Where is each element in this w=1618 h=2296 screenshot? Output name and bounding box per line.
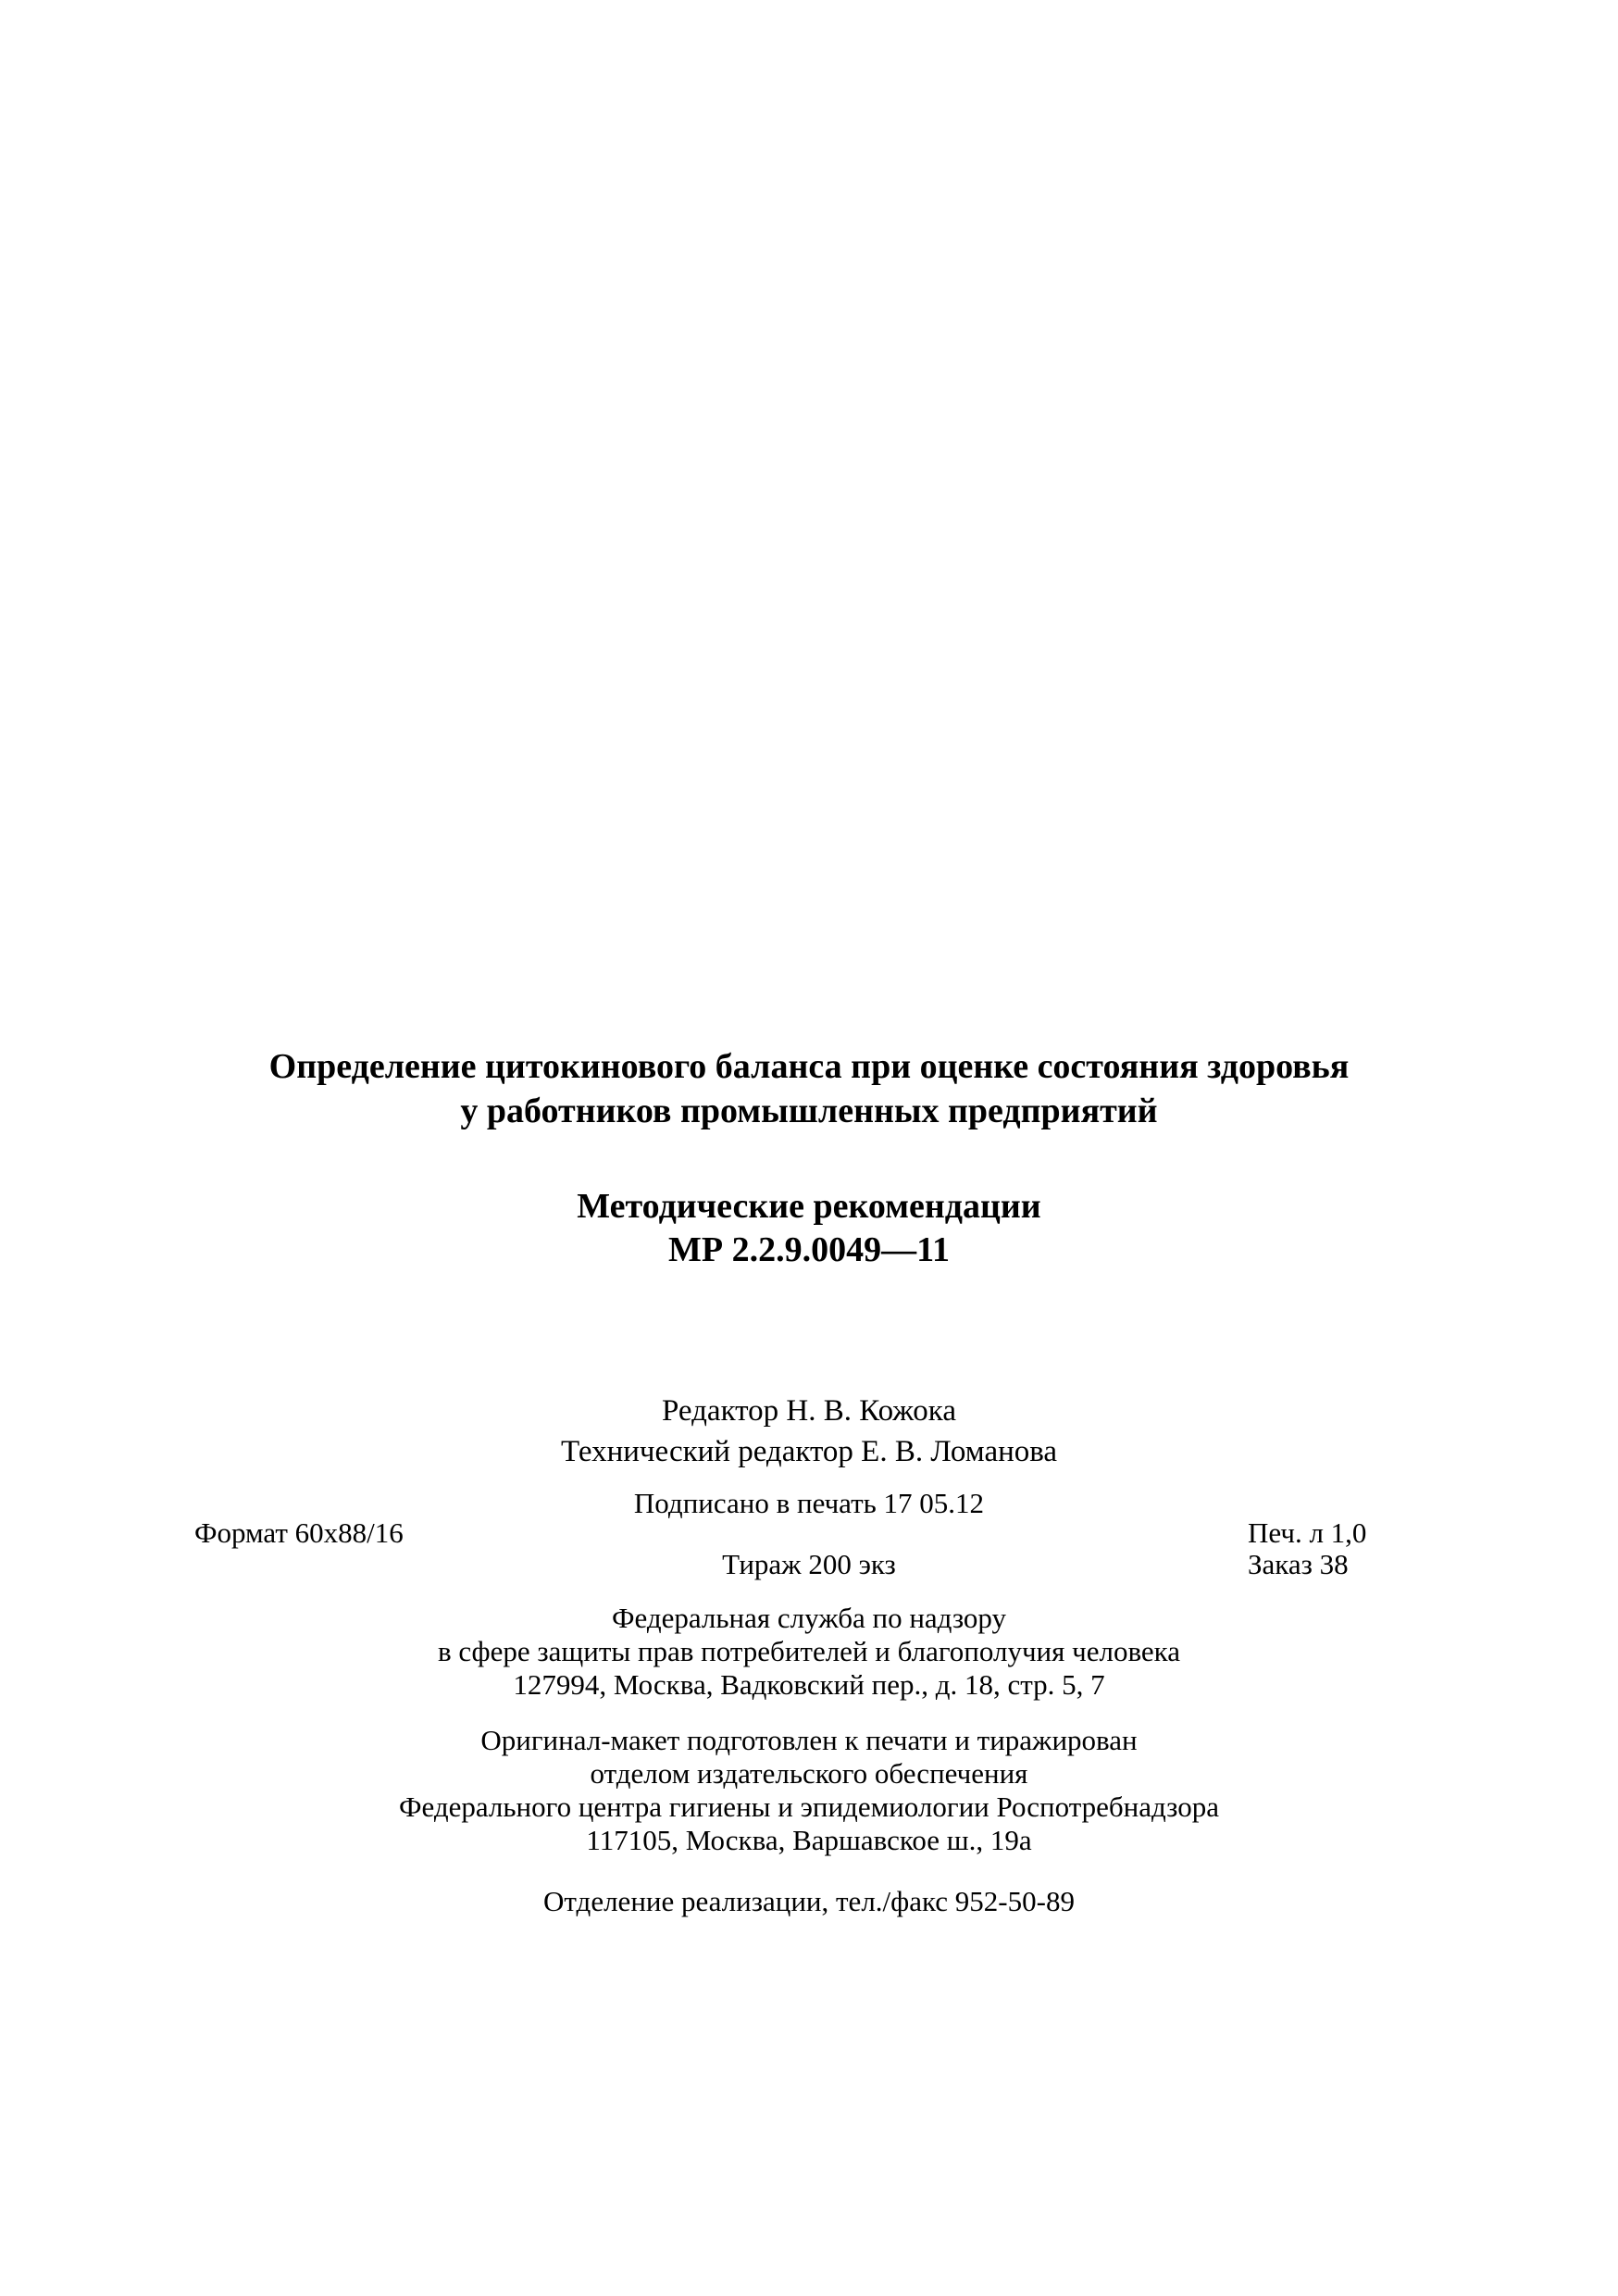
paper-format: Формат 60x88/16	[194, 1516, 404, 1549]
circulation: Тираж 200 экз	[722, 1548, 896, 1580]
title-line-2: у работников промышленных предприятий	[460, 1092, 1158, 1130]
document-subtitle	[0, 1185, 1618, 1272]
sales-department: Отделение реализации, тел./факс 952-50-89	[543, 1885, 1075, 1917]
layout-line-3: Федерального центра гигиены и эпидемиологии Роспотребнадзора	[399, 1791, 1219, 1823]
editors-block	[0, 1391, 1618, 1472]
title-line-1: Определение цитокинового баланса при оценке состояния здоровья	[268, 1047, 1350, 1086]
document-type: Методические рекомендации	[577, 1187, 1041, 1226]
print-sheets: Печ. л 1,0	[1248, 1516, 1367, 1549]
publisher-block	[0, 1602, 1618, 1702]
layout-line-1: Оригинал-макет подготовлен к печати и тиражирован	[480, 1724, 1138, 1756]
layout-block	[0, 1724, 1618, 1857]
layout-line-2: отделом издательского обеспечения	[590, 1757, 1028, 1790]
publisher-line-2: в сфере защиты прав потребителей и благополучия человека	[437, 1635, 1181, 1667]
order-number: Заказ 38	[1248, 1548, 1349, 1580]
technical-editor: Технический редактор Е. В. Ломанова	[560, 1435, 1058, 1468]
document-title	[0, 1044, 1618, 1133]
layout-address: 117105, Москва, Варшавское ш., 19а	[586, 1824, 1032, 1856]
publisher-address: 127994, Москва, Вадковский пер., д. 18, стр. 5, 7	[513, 1668, 1105, 1701]
editor: Редактор Н. В. Кожока	[662, 1394, 956, 1428]
signed-for-print: Подписано в печать 17 05.12	[633, 1487, 985, 1519]
document-number: МР 2.2.9.0049—11	[668, 1230, 950, 1269]
publisher-line-1: Федеральная служба по надзору	[612, 1602, 1006, 1634]
